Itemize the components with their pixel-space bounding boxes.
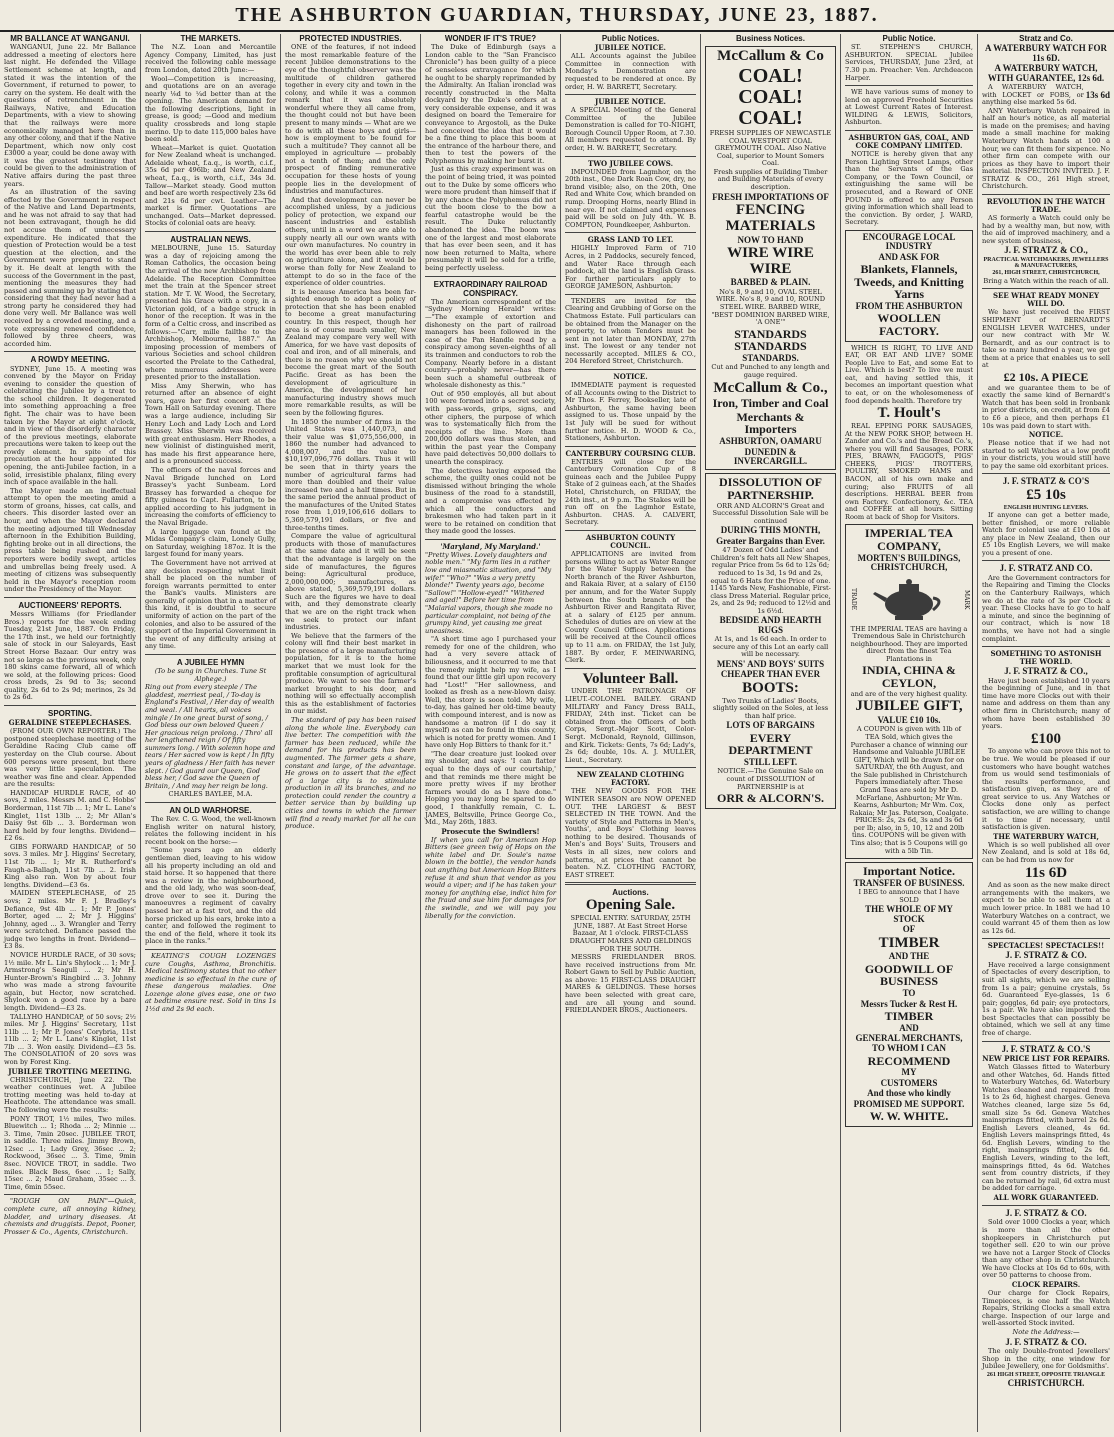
headline: SPORTING. <box>47 708 92 718</box>
notice-text: UNDER THE PATRONAGE OF LIEUT.-COLONEL BAILEY. GRAND MILITARY and Fancy Dress BALL, FRIDAY, 24th inst. Ticket can be obtained from the Officers of both Corps, Sergt.-Major Scott, Color-Sergt. McDonald, Reynold, Gillinson, and Kirk. Tickets: Gents, 7s 6d; Lady's, 2s 6d; double, 10s. A. J. MULLER, Lieut., Secretary. <box>565 687 696 764</box>
notice-text: THE NEW GOODS FOR THE WINTER SEASON are NOW OPENED OUT. THE LARGEST & BEST SELECTED IN THE TOWN. And the variety of Style and Patterns in Men's, Youths', and Boys' Clothing leaves nothing to be desired. Thousands of Men's and Boys' Suits, Trousers and Vests in all sizes, new colors and patterns, at prices that cannot be beaten. N.Z. CLOTHING FACTORY, EAST STREET. <box>565 787 696 879</box>
notice-title: GRASS LAND TO LET. <box>587 235 674 245</box>
ad-heading: JUBILEE GIFT, <box>855 698 963 715</box>
article-text: Wool—Competition is increasing, and quotations are on an average nearly ⅛d to ¼d better than at the opening. The American demand for the following descriptions, light in grease, is good; —Good and medium quality crossbreds and long staple merino. Up to date 115,000 bales have been sold. <box>145 74 276 144</box>
headline: MR BALLANCE AT WANGANUI. <box>10 34 130 43</box>
notice-title: JUBILEE NOTICE. <box>595 43 666 53</box>
column-4 <box>420 34 560 1432</box>
ad-heading: MORTEN'S BUILDINGS, CHRISTCHURCH, <box>857 552 961 573</box>
ad-heading: J. F. STRATZ & CO. <box>1005 950 1087 961</box>
ad-heading: CUSTOMERS <box>880 1077 938 1088</box>
ad-heading: LOTS OF BARGAINS <box>726 720 815 731</box>
price-label: 13s 6d <box>1085 90 1110 101</box>
ad-heading: GENERAL MERCHANTS, <box>855 1032 963 1043</box>
ad-heading: PROMISED ME SUPPORT. <box>853 1098 965 1109</box>
notice-title: CLOCK REPAIRS. <box>1011 1280 1081 1290</box>
divider <box>565 294 696 295</box>
ad-heading: TIMBER <box>884 1008 934 1023</box>
ad-heading: J. F. STRATZ & CO. <box>1005 1207 1087 1218</box>
ad-heading: FRESH IMPORTATIONS OF <box>712 191 829 202</box>
ad-heading: £2 10s. A PIECE <box>1003 370 1089 385</box>
ad-heading: STANDARDS STANDARDS <box>734 326 807 354</box>
divider <box>565 369 696 370</box>
ad-heading: J. F. STRATZ & CO'S <box>1002 476 1090 487</box>
ad-heading: J. F. STRATZ & CO., <box>1004 245 1088 256</box>
notice-title: ASHBURTON COUNTY COUNCIL. <box>585 532 676 550</box>
section-header: Public Notice. <box>882 34 936 43</box>
ad-heading: FENCING MATERIALS <box>725 202 816 234</box>
ad-heading: TO <box>902 988 916 999</box>
article-text: A large luggage van found at the Midas Company's claim, Lonely Gully, on Saturday, weighing 187oz. It is the largest found for many years. <box>145 527 276 559</box>
article-text: The standard of pay has been raised along the whole line. Everybody can live better. The competition with the farmer has been reduced, while the demand for his products has been augmented. The farmer gets a share, constant and large, of the advantage. He grows on to assert that the effect of a large city is to stimulate production in all its branches, and no protection could render the country a better service than by building up cities and towns in which the farmer will find a ready market for all he can produce. <box>285 716 416 831</box>
section-header: Stratz and Co. <box>1019 34 1073 43</box>
ad-text: Our charge for Clock Repairs, Timepieces, is one half the Watch Repairs, Striking Clocks a small extra charge. Inspection of our large and well-assorted Stock invited. <box>982 1289 1110 1328</box>
ad-text: THE IMPERIAL TEAS are having a Tremendous Sale in Christchurch neighbourhood. They are imported direct from the finest Tea Plantations in <box>850 624 968 663</box>
ad-heading: ORR & ALCORN'S. <box>716 791 824 806</box>
author-name: CHARLES BAYLEE, M.A. <box>168 790 253 799</box>
ad-text: FRESH SUPPLIES OF NEWCASTLE COAL WESTPORT COAL GREYMOUTH COAL. Also Native Coal, superior to Mount Somers Coal. <box>709 128 832 168</box>
ad-text: AS formerly a Watch could only be had by a wealthy man, but now, with the aid of improved machinery, and a new system of business, <box>982 214 1110 245</box>
ad-text: A COUPON is given with 1lb of TEA Sold, which gives the Purchaser a chance of winning our Handsome and Valuable JUBILEE GIFT, Which will be drawn for on SATURDAY, the 6th August, and the Sale published in Christchurch Papers immediately after. These Grand Teas are sold by Mr D. McFarlane, Ashburton; Mr Wm. Kearns, Ashburton; Mr Wm. Cox, Rakaia; Mr Jas. Paterson, Coalgate. PRICES: 2s, 2s 6d, 3s and 3s 6d per lb; also, in 5, 10, 12 and 20lb tins. COUPONS will be given with Tins also; that is 5 Coupons will go with a 5lb Tin. <box>849 725 969 855</box>
article-text: As an illustration of the saving effected by the Government in respect of the Native and Land Departments, and he was not afraid to say that had not been extravagant, though he did not accuse them of unnecessary expenditure. He indicated that the question of Protection would be a test question at the election, and the Government were prepared to stand by it. He dealt at length with the success of the Government in the past, mentioning the measures they had passed and summing up by stating that considering that they had never had a strong party he considered they had done very well. Mr Ballance was well received by a crowded meeting, and a vote expressing renewed confidence, followed by three cheers, was accorded him. <box>4 188 136 348</box>
article-text: It is because America has been far-sighted enough to adopt a policy of protection that she has been enabled to become a great manufacturing country. In this respect, though her area is of course much smaller, New Zealand may compare very well with America, for we have vast deposits of coal and iron, and of all minerals, and there is no reason why we should not become the great mart of the South Pacific. Great as has been the development of agriculture in America, the development of her manufacturing industry shows much more remarkable results, as will be seen by the following figures. <box>285 287 416 417</box>
ad-heading: Important Notice. <box>863 864 955 879</box>
article-text: If when you call for American Hop Bitters (see green twig of Hops on the white label and Dr. Soule's name blown in the bottle), the vendor hands out anything but American Hop Bitters refuse it and shun that vendor as you would a viper; and if he has taken your money for anything else, indict him for the fraud and sue him for damages for the swindle, and we will pay you liberally for the conviction. <box>425 835 556 920</box>
ad-text: At 1s, and 1s 6d each. In order to secure any of this Lot an early call will be necessary. <box>712 635 829 659</box>
divider <box>845 130 973 131</box>
divider <box>982 473 1110 474</box>
notice-text: NOTICE is hereby given that any Person Lighting Street Lamps, other than the Servants of the Gas Company, or the Town Council, or extinguishing the same will be prosecuted, and a Reward of ONE POUND is offered to any Person giving information which shall lead to the conviction. By order, J. WARD, Secretary. <box>845 150 973 227</box>
ad-text: Watch Glasses fitted to Waterbury and other Watches, 6d. Hands fitted to Waterbury Watches, 6d. Waterbury Watches cleaned and repaired from 1s to 2s 6d, highest charges. Geneva Watches cleaned, large size 5s 6d, small size 5s 6d. Geneva Watches mainsprings fitted, with barrel 2s 6d. English Levers cleaned, 4s 6d. English Levers mainsprings fitted, 4s 6d. English Levers, winding to the right, mainsprings fitted, 2s 6d. English Levers, winding to the left, mainsprings fitted, 4s 6d. Watches sent from country districts, if they can be returned by rail, 6d extra must be added for carriage. <box>982 1063 1110 1193</box>
ad-heading: Messrs Tucker & Rest H. <box>860 998 958 1009</box>
subheadline: 'Maryland, My Maryland.' <box>440 541 541 551</box>
article-text: And that development can never be accomplished unless, by a judicious policy of protection, we expand our nascent industries and establish others, until in a word we are able to supply nearly all our own wants with our own manufactures. No country in the world has ever been able to rely on agriculture alone, and it would be worse than folly for New Zealand to attempt to do so in the face of the experience of older countries. <box>285 195 416 288</box>
ad-heading: AND <box>899 1022 919 1033</box>
poem-text: "Pretty Wives. Lovely daughters and noble men." "My farm lies in a rather low and miasmatic situation, and "My wife!" "Who?" "Was a very pretty blonde!" Twenty years ago, become "Sallow!" "Hollow-eyed!" "Withered and aged!" Before her time from "Malarial vapors, though she made no particular complaint, not being of the grumpy kind, yet causing me great uneasiness. <box>425 550 553 635</box>
article-text: TALLYHO HANDICAP, of 50 sovs; 2½ miles. Mr J. Higgins' Secretary, 11st 11lb ... 1; Mr P. Jones' Corybria, 11st 11lb ... 2; Mr L. Lane's Kinglet, 11st 7lb ... 3. Won easily. Dividend—£3 5s. The CONSOLATION of 20 sovs was won by Forest King. <box>4 1012 136 1067</box>
divider <box>565 882 696 885</box>
ad-text: ANY Waterbury Watch repaired in half an hour's notice, as all material is made on the premises; and having made a small machine for making Waterbury Watch hands at 100 a hour, we can fit them for sixpence. No other firm can compete with our prices as they have to import their material. INSPECTION INVITED. J. F. STRATZ & CO., 261 High street, Christchurch. <box>982 106 1110 191</box>
ad-heading: GOODWILL OF BUSINESS <box>864 961 954 989</box>
ad-heading: Greater Bargains than Ever. <box>716 535 825 546</box>
ad-text: Two Trunks of Ladies' Boots, slightly soiled on the Soles, at less than half price. <box>712 696 829 720</box>
ad-heading: STANDARDS. <box>742 352 799 363</box>
headline: WONDER IF IT'S TRUE? <box>444 34 537 43</box>
ad-heading: BARBED & PLAIN. <box>730 277 811 288</box>
article-text: The Mayor made an ineffectual attempt to open the meeting amid a storm of groans, hisses, cat calls, and cheers. This disorder lasted over an hour, and when the Mayor declared the meeting adjourned till Wednesday afternoon in the Exhibition Building, fighting broke out in all directions, the press table being rushed and the reporters were bodily swept, articles and umbrellas being freely used. A meeting of citizens was subsequently held in the Mayor's reception room under the Presidency of the Mayor. <box>4 486 136 594</box>
subheadline: JUBILEE TROTTING MEETING. <box>8 1066 132 1076</box>
article-text: We believe that the farmers of the colony will find their best market in the presence of a large manufacturing population, for it is to the home market that we must look for the profitable consumption of agricultural produce. We want to see the farmer's market brought to his door, and nothing will so effectually accomplish this as the establishment of factories in our midst. <box>285 631 416 716</box>
advert-text: "ROUGH ON PAIN"—Quick, complete cure, all annoying kidney, bladder, and urinary diseases. At chemists and druggists. Depot, Pooner, Prosser & Co., Agents, Christchurch. <box>4 1197 136 1236</box>
ad-heading: IMPERIAL TEA COMPANY, <box>864 526 954 554</box>
ad-heading: RECOMMEND <box>867 1053 951 1068</box>
notice-title: SOMETHING TO ASTONISH THE WORLD. <box>990 649 1102 667</box>
column-1 <box>0 34 140 1432</box>
notice-text: SPECIAL ENTRY. SATURDAY, 25TH JUNE, 1887. At East Street Horse Bazaar, At 1 o'clock. FIRST-CLASS DRAUGHT MARES AND GELDINGS FOR THE SOUTH. <box>569 914 692 953</box>
ad-heading: Opening Sale. <box>585 897 676 914</box>
ad-heading: Merchants & Importers <box>736 409 805 437</box>
headline: A JUBILEE HYMN <box>176 657 245 667</box>
divider <box>425 539 556 540</box>
divider <box>4 705 136 706</box>
notice-title: CANTERBURY COURSING CLUB. <box>565 448 696 458</box>
notice-text: IMMEDIATE payment is requested of all Accounts owing to the District to Mr Thos. F. Ferrey, Bookseller, late of Ashburton, the same having been assigned to us. Those unpaid by the 1st July will be sued for without further notice. H. D. WOOD & Co., Stationers, Ashburton. <box>565 381 696 443</box>
notice-text: HIGHLY Improved Farm of 710 Acres, in 2 Paddocks, securely fenced, and Water Race through each paddock, all the land is English Grass. For further particulars apply to GEORGE JAMESON, Ashburton. <box>565 244 696 291</box>
ad-heading: J. F. STRATZ & CO. <box>1005 1336 1087 1347</box>
headline: EXTRAORDINARY RAILROAD CONSPIRACY. <box>433 279 548 298</box>
advert-imperial-tea <box>845 524 973 859</box>
ad-heading: THE WHOLE OF MY STOCK <box>865 904 953 924</box>
poem-text: Ring out from every steeple / The gladdest, merriest peal, / To-day is England's Festival, / Her day of wealth and weal. / All hearts, all voices mingle / In one great burst of song, / God bless our own beloved Queen / Her gracious reign prolong. / Thro' all her lengthened reign / Of fifty summers long. / With solemn hope and tears / Her sacred vow is kept / In fifty years of gladness / Her faith has never slept. / God guard our Queen, God bless her, / God save the Queen of Britain, / And may her reign be long. <box>145 683 276 790</box>
ad-heading: And those who kindly <box>867 1088 951 1099</box>
ad-heading: COAL! COAL! COAL! <box>738 64 803 129</box>
subheadline: Prosecute the Swindlers! <box>441 826 540 836</box>
article-text: The Duke of Edinburgh (says a London cable to the "San Francisco Chronicle") has been guilty of a piece of senseless extravagance for which he ought to be sharply reprimanded by the Admiralty. An Italian ironclad was recently constructed in the Malta dockyard by the Duke's orders at a very considerable expense, and it was designed on board the Temeraire for conveyance to Argostoli, as the Duke had conceived the idea that it would be a fine thing to place this boom at the entrance of the harbour there, and then to test the powers of the Polyphemus by making her burst it. <box>425 43 556 165</box>
ad-heading: CHEAPER THAN EVER <box>720 669 821 680</box>
headline: AUCTIONEERS' REPORTS. <box>18 600 122 610</box>
divider <box>845 85 973 86</box>
notice-text: TENDERS are invited for the Clearing and Grubbing of Gorse on the Chatmoss Estate. Full particulars can be obtained from the Manager on the property, to whom Tenders must be sent in not later than MONDAY, 27th inst. The lowest or any tender not necessarily accepted. MILES & CO., 204 Hereford Street, Christchurch. <box>565 296 696 366</box>
ad-heading: MY <box>901 1067 917 1078</box>
ad-heading: 11s 6D <box>1024 864 1068 881</box>
column-3 <box>280 34 420 1432</box>
watch-offer-row <box>982 84 1110 108</box>
advert-transfer-of-business <box>845 862 973 1127</box>
headline: THE MARKETS. <box>180 34 241 43</box>
ad-heading: ENCOURAGE LOCAL INDUSTRY <box>862 231 956 252</box>
notice-text: WHICH IS RIGHT, TO LIVE AND EAT, OR EAT AND LIVE? SOME People Live to Eat, and some Eat to Live. Which is best? To live we must eat, and having settled this, it becomes an important question what to eat, or on the wholesomeness of food depends health. Therefore try <box>845 343 973 405</box>
divider <box>565 94 696 95</box>
ad-text: And as soon as the new make direct arrangements with the makers, we expect to be able to sell them at a much lower price. In 1881 we had 10 Waterbury Watches on a contract, we could warrant 45 of them then as low as 12s 6d. <box>982 881 1110 935</box>
ad-text: Sold over 1000 Clocks a year, which is more than all the other shopkeepers in Christchurch put together sell. £20 to win our prove we have not a Larger Stock of Clocks than any other shop in Christchurch. We have Clocks at 10s 6d to 60s, with over 50 patterns to choose from. <box>982 1218 1110 1280</box>
article-text: GIBS FORWARD HANDICAP, of 50 sovs. 3 miles. Mr J. Higgins' Secretary, 11st 7lb ... 1; Mr R. Rutherford's Faugh-a-Ballagh, 11st 7lb ... 2. Irish King also ran. Won by about four lengths. Dividend—£3 6s. <box>4 842 136 889</box>
divider <box>145 654 276 655</box>
notice-title: REVOLUTION IN THE WATCH TRADE. <box>986 197 1106 215</box>
divider <box>565 668 696 669</box>
divider <box>565 232 696 233</box>
notice-text: ST. STEPHEN'S CHURCH, ASHBURTON. SPECIAL Jubilee Services, THURSDAY, June 23rd, at 7.30 p.m. Preacher: Ven. Archdeacon Harper. <box>845 43 973 82</box>
advert-mccallum-coal <box>705 46 836 470</box>
article-text: The N.Z. Loan and Mercantile Agency Company, Limited, has just received the following cable message from London, dated 20th June:— <box>145 43 276 74</box>
column-6 <box>700 34 840 1432</box>
ad-heading: PRACTICAL WATCHMAKERS, JEWELLERS & MANUFACTURERS, <box>983 256 1109 270</box>
notice-title: SEE WHAT READY MONEY WILL DO. <box>993 291 1099 309</box>
ad-heading: TIMBER <box>878 934 940 951</box>
column-8 <box>977 34 1114 1432</box>
article-text: "Some years ago an elderly gentleman died, leaving to his widow all his property including an old and staid horse. It so happened that there was a review in the neighbourhood, and the old lady, who was soon-deaf, drove over to see it. During the manoeuvres a regiment of cavalry passed her at a fast trot, and the old horse pricked up his ears, broke into a canter, and followed the regiment to the end of the field, where it took its place in the ranks." <box>145 846 276 946</box>
ad-text: We have just received the FIRST SHIPMENT of BERNARDT'S ENGLISH LEVER WATCHES, under our new contract with Mr W. Bernardt, and as our contract is to take so many hundred a year, we get them at a price that enables us to sell at <box>982 308 1110 370</box>
notice-text: IMPOUNDED from Lagmhor, on the 20th inst., One Dark Roan Cow, dry, no brand visible; also, on the 20th, One Red and White Cow, which branded on rump. Drooping Horns, nearly Blind in near eye. If not claimed and expenses paid will be sold on July 4th. W. B. COMPTON, Poundkeeper, Ashburton. <box>565 167 696 229</box>
ad-heading: DISSOLUTION OF PARTNERSHIP. <box>718 475 823 502</box>
ad-heading: VALUE £10 10s. <box>877 714 941 725</box>
divider <box>982 938 1110 939</box>
ad-heading: CHRISTCHURCH. <box>1007 1378 1085 1389</box>
notice-title: ASHBURTON GAS, COAL, AND COKE COMPANY LIMITED. <box>848 132 970 151</box>
ad-heading: AND THE <box>888 951 930 962</box>
article-text: CHRISTCHURCH, June 22. The weather continues wet. A Jubilee trotting meeting was held to-day at Heathcote. The attendance was small. The following were the results: <box>4 1075 136 1114</box>
ad-heading: BOOTS: <box>742 679 799 696</box>
ad-text: Are the Government contractors for the Repairing and Timing the Clocks on the Canterbury Railways, which we do at the rate of 3s per Clock a year. These Clocks have to go to half a minute, and since the beginning of our contract, which is now 18 months, we have not had a single complaint. <box>982 573 1110 643</box>
ad-text: I BEG to announce that I have SOLD <box>858 888 960 904</box>
masthead <box>0 0 1114 32</box>
headline: AN OLD WARHORSE. <box>169 805 252 815</box>
ad-heading: DUNEDIN & INVERCARGILL. <box>733 446 808 466</box>
ad-heading: TRANSFER OF BUSINESS. <box>853 877 965 888</box>
divider <box>565 767 696 768</box>
article-text: Wheat—Market is quiet. Quotation for New Zealand wheat is unchanged. Adelaide wheat, f.a.q., is worth, c.i.f., 35s 6d per 496lb; and New Zealand wheat, f.a.q., is worth, c.i.f., 34s 3d. Tallow—Market steady. Good mutton and beef are worth respectively 23s 6d and 21s 6d per cwt. Leather—The market is firmer. Quotations are unchanged. Oats—Market depressed. Stocks of colonial oats are heavy. <box>145 143 276 228</box>
notice-title: JUBILEE NOTICE. <box>595 97 666 107</box>
ad-text: NOTICE.—The Genuine Sale on count of DISSOLUTION of PARTNERSHIP is at <box>717 767 824 791</box>
ad-text: Have received a large consignment of Spectacles of every description, to suit all sights, which we are selling from 1s a pair; genuine crystals, 5s 6d. Guaranteed Eye-glasses, 1s 6 pair; goggles, 6d pair; eye protectors, 1s a pair. We have also imported the best Spectacles that can possibly be obtained, which we sell at any time free of charge. <box>982 960 1110 1038</box>
divider <box>145 949 276 950</box>
ad-heading: INDIA, CHINA & CEYLON, <box>862 663 956 690</box>
ad-heading: A WATERBURY WATCH FOR 11s 6D. <box>985 43 1107 63</box>
divider <box>565 446 696 447</box>
article-text: SYDNEY, June 15. A meeting was convened by the Mayor on Friday evening to consider the question of celebrating the Jubilee by a treat to the school children. It degenerated into something approaching a free fight. The chair was to have been taken by the Mayor at eight o'clock, and in view of the disorderly character of the previous meetings, elaborate precautions were taken to keep out the rowdy element. In spite of this precaution at the hour appointed for opening, the anti-Jubilee faction, in a solid, irresistible phalanx, filing every inch of space available in the hall. <box>4 364 136 487</box>
notice-text: WE have various sums of money to lend on approved Freehold Securities at Lowest Current Rates of Interest. WILDING & LEWIS, Solicitors, Ashburton. <box>845 88 973 127</box>
divider <box>982 1205 1110 1206</box>
article-text: The Government have not arrived at any decision respecting what limit shall be placed on the number of foreign warrants permitted to enter the Bank's vaults. Ministers are generally of opinion that in a matter of this kind, it is doubtful to secure uniformity of action on the part of the colonies, and also to be assured of the support of the Imperial Government in the event of any difficulty arising at any time. <box>145 558 276 651</box>
ad-heading: T. Hoult's <box>877 405 941 422</box>
ad-text: Please notice that if we had not started to sell Watches at a low profit in your districts, you would still have to pay the same old exorbitant prices. <box>982 439 1110 470</box>
ad-heading: £100 <box>1031 730 1061 747</box>
notice-text: ALL Accounts against the Jubilee Committee in connection with Monday's Demonstration are requested to be rendered at once. By order, H. W. BARRETT, Secretary. <box>565 52 696 91</box>
ad-text: Note the Address:— <box>1012 1327 1080 1336</box>
divider <box>425 276 556 277</box>
article-text: The officers of the naval forces and Naval Brigade lunched on Lord Brassey's yacht Sunbeam. Lord Brassey has forwarded a cheque for fifty guineas to Capt. Fullarton, to be applied according to his judgment in increasing the comforts of efficiency to the Naval Brigade. <box>145 466 276 528</box>
ad-text: Have just been established 10 years the beginning of June, and in that time have more Clocks out with their name and address on them than any other firm in Christchurch; many of whom have been established 30 years. <box>982 676 1110 731</box>
ad-heading: 261 HIGH STREET, OPPOSITE TRIANGLE <box>986 1371 1106 1378</box>
ad-heading: STILL LEFT. <box>743 756 798 767</box>
masthead-title: THE ASHBURTON GUARDIAN, THURSDAY, JUNE 23, 1887. <box>235 3 879 26</box>
ad-heading: £5 10s <box>1026 486 1066 503</box>
ad-heading: WIRE WIRE WIRE <box>727 244 814 277</box>
ad-text: A WATERBURY WATCH, with LOCKET or FOBS, or anything else marked 5s 6d. <box>982 82 1084 107</box>
ad-heading: MENS' AND BOYS' SUITS <box>716 659 825 669</box>
notice-text: REAL EPPING PORK SAUSAGES, At the NEW PORK SHOP, between H. Zander and Co.'s and the Bread Co.'s, where you will find Sausages, PORK PIES, BRAWN, FAGGOTS, PIGS' CHEEKS, PIGS' TROTTERS, POULTRY, SMOKED HAMS and BACON, all of his own make and curing; also FRUITS of all descriptions. HERBAL BEER from own Factory. Confectionery, &c. TEA and COFFEE at all hours. Sitting Room at back of Shop for Visitors. <box>845 421 973 521</box>
article-text: PONY TROT, 1½ miles, Two miles. Bluewitch ... 1; Rhoda ... 2; Minnie ... 3. Time, 7min 20sec. JUBILEE TROT, in saddle. Three miles. Jimmy Brown, 12sec ... 1; Lady Grey, 36sec ... 2; Rockwood, 36sec ... 3. Time, 9min 8sec. NOVICE TROT, in saddle. Two miles. Black Bess, 6sec ... 1; Sally, 15sec ... 2; Maud Graham, 35sec ... 3. Time, 6min 55sec. <box>4 1114 136 1191</box>
article-text: "The dear creature just looked over my shoulder, and says: 'I can flatter equal to the days of our courtship,' and that reminds me there might be more pretty wives if my brother farmers would do as I have done." Hoping you may long be spared to do good, I thankfully remain, C. L. JAMES, Beltsville, Prince George Co., Md., May 26th, 1883. <box>425 749 556 827</box>
divider <box>145 802 276 803</box>
divider <box>4 597 136 598</box>
notice-title: ALL WORK GUARANTEED. <box>993 1192 1099 1202</box>
divider <box>565 156 696 157</box>
article-text: HANDICAP HURDLE RACE, of 40 sovs, 2 miles. Messrs M. and C. Hobbs' Borderman, 11st 7lb ... 1; Mr L. Lane's Kinglet, 11st 13lb ... 2; Mr Allan's Daisy 9st 6lb ... 3. Borderman won hard held by four lengths. Dividend—£2 6s. <box>4 788 136 843</box>
ad-heading: Volunteer Ball. <box>582 670 679 687</box>
ad-heading: EVERY DEPARTMENT <box>728 730 813 758</box>
article-text: Out of 950 employés, all but about 100 were formed into a secret society, with pass-words, grips, signs, and other ciphers, the purpose of which was to systematically filch from the receipts of the line. More than 200,000 dollars was thus stolen, and within the past year the Company have paid detectives 50,000 dollars to unearth the conspiracy. <box>425 389 556 467</box>
ad-heading: FROM THE ASHBURTON <box>855 300 963 311</box>
ad-heading: W. W. WHITE. <box>869 1109 949 1124</box>
article-text: Compare the value of agricultural products with those of manufactures at the same date and it will be seen that the advantage is largely on the side of manufactures, the figures being: Agricultural produce, 2,000,000,000; manufactures, as above stated, 5,369,579,191 dollars. Such are the figures we have to deal with, and they demonstrate clearly that we are on the right track when we seek to protect our infant industries. <box>285 532 416 632</box>
ad-heading: Blankets, Flannels, Tweeds, and Knitting Yarns <box>854 262 964 302</box>
article-text: (FROM OUR OWN REPORTER.) The postponed steeplechase meeting of the Geraldine Racing Club came off yesterday on the Club course. About 600 persons were present, but there was very little speculation. The weather was fine and clear. Appended are the results: <box>4 727 136 789</box>
notice-text: APPLICATIONS are invited from persons willing to act as Water Ranger for the Water Supply between the North branch of the River Ashburton, and Rakaia River, at a salary of £150 per annum, and for the Water Supply between the South branch of the Ashburton River and Rangitata River, at a salary of £125 per annum. Schedules of duties are on view at the County Council Offices. Applications will be received at the Council offices up to 11 a.m. on FRIDAY, the 1st July, 1887. By order, F. MEINWARING, Clerk. <box>565 550 696 665</box>
divider <box>982 646 1110 647</box>
article-text: MELBOURNE, June 15. Saturday was a day of rejoicing among the Roman Catholics, the occasion being the arrival of the new Archbishop from Adelaide. The Reception Committee met the train at the Spencer street station. Mr T. W. Wood, the Secretary, presented his Grace with a copy, in a Victorian gold, of a badge struck in honor of the reception. It was in the form of a Celtic cross, and inscribed as follows:—"Carr, mille failthe to the Archbishop, Melbourne, 1887." An imposing procession of members of various Societies and school children escorted the Prelate to the Cathedral, where numerous addresses were presented prior to the installation. <box>145 244 276 382</box>
mark-label: MARK <box>963 589 970 610</box>
article-text: "A short time ago I purchased your remedy for one of the children, who had a very severe attack of biliousness, and it occurred to me that the remedy might help my wife, as I found that our little girl upon recovery had "Lost!" "Her sallowness, and looked as fresh as a new-blown daisy. Well, the story is soon told. My wife, to-day, has gained her old-time beauty with compound interest, and is now as handsome a matron (if I do say it myself) as can be found in this county, which is noted for pretty women. And I have only Hop Bitters to thank for it." <box>425 635 556 750</box>
section-header: Business Notices. <box>736 34 805 43</box>
ad-text: Which is so well published all over New Zealand, and is sold at 18s 6d, can be had from us now for <box>982 840 1110 864</box>
ad-text: ORR AND ALCORN'S Great and Successful Dissolution Sale will be continued <box>712 501 829 525</box>
ad-text: Fresh supplies of Building Timber and Building Materials of every description. <box>713 167 828 191</box>
ad-heading: A WATERBURY WATCH, WITH GUARANTEE, 12s 6d. <box>987 63 1105 83</box>
ad-heading: J. F. STRATZ & CO.'S <box>1001 1043 1091 1054</box>
notice-title: THE WATERBURY WATCH, <box>993 831 1099 841</box>
article-text: ONE of the features, if not indeed the most remarkable feature of the recent Jubilee demonstrations to the eye of the thoughtful observer was the multitude of children gathered together in every city and town in the colony, and while it was a common remark that it was absolutely wonderful where they all came from, the thought could not but have been present to many minds — What are we to do with all these boys and girls—how is employment to be found for such a multitude? They cannot all be employed in agriculture — probably not a tenth of them; and the only prospect of finding remunerative occupation for these hosts of young people lies in the development of industries and manufactures. <box>285 43 416 196</box>
article-text: WANGANUI, June 22. Mr Ballance addressed a meeting of electors here last night. He defended the Village Settlement scheme at length, and stated it was the intention of the Government, if returned to power, to carry on the system. He dealt with the questions of retrenchment in the Railways, Native, and Education Departments, with a view to showing that the railways were more economically managed here than in any other colony, and that if the Native Department, which now only cost £3000 a year, could be done away with it was the greatest testimony that could be given to the administration of Native affairs during the past three years. <box>4 43 136 188</box>
ad-text: No's 8, 9 and 10, OVAL STEEL WIRE. No's 8, 9 and 10, ROUND STEEL WIRE. BARBED WIRE, "BEST DOMINION BARBED WIRE, 'A ONE'" <box>711 287 830 327</box>
section-header: Public Notices. <box>601 34 660 43</box>
notice-text: A SPECIAL Meeting of the General Committee of the Jubilee Demonstration is called for TO-NIGHT, Borough Council Upper Room, at 7.30. All members requested to attend. By order, H. W. BARRETT, Secretary. <box>565 106 696 153</box>
notice-title: NEW ZEALAND CLOTHING FACTORY. <box>576 770 685 788</box>
ad-heading: 261, HIGH STREET, CHRISTCHURCH, <box>992 270 1100 277</box>
column-7 <box>840 34 977 1432</box>
headline: PROTECTED INDUSTRIES. <box>299 34 402 43</box>
article-text: The American correspondent of the "Sydney Morning Herald" writes:—"The example of extortion and dishonesty on the part of railroad managers has been followed in the case of the Pan Handle road by a conspiracy among seven-eighths of all its trainmen and conductors to rob the Company. Nearly before in a distant country—probably never—has there been such a shameful outbreak of wholesale dishonesty as this." <box>425 297 556 390</box>
ad-heading: TO WHOM I CAN <box>872 1043 946 1054</box>
article-text: (To be sung in Churches. Tune St Alphege.) <box>154 667 267 683</box>
column-5 <box>560 34 700 1432</box>
ad-heading: McCallum & Co <box>717 48 824 65</box>
ad-text: The only Double-fronted Jewellers' Shop in the city, one window for Jubilee Jewellery, one for Goldsmiths'. <box>982 1346 1110 1371</box>
divider <box>982 560 1110 561</box>
subheadline: GERALDINE STEEPLECHASES. <box>8 718 132 728</box>
ad-heading: WOOLLEN FACTORY. <box>877 311 941 338</box>
article-text: The detectives having exposed the scheme, the guilty ones could not be dismissed without bringing the whole business of the road to a standstill, and a compromise was effected by which all the conductors and brakesmen who had taken part in it were to be retained on condition that they made good the losses. <box>425 466 556 536</box>
notice-text: ENTRIES will close for the Canterbury Coronation Cup of 8 guineas each and the Jubilee Puppy Stake of 2 guineas each, at the Shades Hotel, Christchurch, on FRIDAY, the 24th inst., at 9 p.m. The Stakes will be run off on the Lagmhor Estate, Ashburton. CHAS. A. CALVERT, Secretary. <box>565 457 696 527</box>
divider <box>982 288 1110 289</box>
column-2 <box>140 34 280 1432</box>
ad-heading: DURING THIS MONTH, <box>720 525 821 536</box>
divider <box>982 1041 1110 1042</box>
ad-heading: BEDSIDE AND HEARTH RUGS <box>719 615 822 635</box>
divider <box>145 231 276 232</box>
article-text: MAIDEN STEEPLECHASE, of 25 sovs; 2 miles. Mr F. J. Bradley's Defiance, 9st 4lb ... 1; Mr P. Jones' Borter, aged ... 2; Mr J. Higgins' Johnny, aged ... 3. Wrangler and Terry were scratched. Defiance passed the judge two lengths in front. Dividend—£3 8s. <box>4 889 136 951</box>
headline: AUSTRALIAN NEWS. <box>170 235 251 245</box>
advert-orr-alcorn <box>705 473 836 808</box>
notice-text: MESSRS FRIEDLANDER BROS. have received instructions from Mr. Robert Gawn to Sell by Public Auction, as above: 15 FIRST-CLASS DRAUGHT MARES & GELDINGS. These horses have been selected with great care, and are all young and sound. FRIEDLANDER BROS., Auctioneers. <box>565 953 696 1015</box>
ad-heading: Iron, Timber and Coal <box>712 396 829 411</box>
ad-heading: J. F. STRATZ AND CO. <box>999 563 1093 574</box>
ad-text: 47 Dozen of Odd Ladies' and Children's felt hats all New Shapes, regular Price from 5s 6d to 12s 6d; reduced to 1s 3d, 1s 9d and 2s, equal to 6 Hats for the Price of one. 1145 Yards New, Fashionable, First-class Dress Material. Regular price, 2s, and 2s 9d; reduced to 12½d and 1s 6½d. <box>710 546 831 615</box>
trade-label: TRADE <box>849 588 857 611</box>
article-text: Messrs Williams (for Friedlander Bros.) reports for the week ending Tuesday, 21st June, 1887. On Friday, the 17th inst., we held our fortnightly sale of stock in our Saleyards, East Street Horse Bazaar. Our entry was not so large as the previous week, only 180 skins came forward, all of which we sold, at the following prices: Good cross breds, 2s 9d to 3s; second quality, 2s 6d to 2s 9d; merinos, 2s 3d to 2s 6d. <box>4 610 136 702</box>
ad-text: To anyone who can prove this not to be true. We would be pleased if our customers who have bought watches from us would send testimonials of the results performance, and satisfaction given, as they are of great service to us. Any Watches or Clocks done only as perfect satisfaction, we are willing to change it to time if necessary, until satisfaction is given. <box>982 747 1110 832</box>
headline: A ROWDY MEETING. <box>30 355 110 365</box>
ad-heading: ASHBURTON, OAMARU <box>719 436 822 447</box>
ad-heading: AND ASK FOR <box>878 251 940 262</box>
ad-text: Bring a Watch within the reach of all. <box>983 276 1109 285</box>
section-header: Auctions. <box>612 888 649 898</box>
trade-mark-row <box>849 574 969 626</box>
teapot-icon <box>869 578 949 622</box>
divider <box>4 1194 136 1195</box>
advert-text: KEATING'S COUGH LOZENGES cure Coughs, Asthma, Bronchitis. Medical testimony states that no other medicine is so effectual in the cure of these dangerous maladies. One Lozenge alone gives ease, one or two at bedtime ensure rest. Sold in tins 1s 1½d and 2s 9d each. <box>145 951 276 1013</box>
advert-woollen-factory <box>845 230 973 342</box>
ad-heading: J. F. STRATZ & CO., <box>1004 666 1088 677</box>
article-text: Miss Amy Sherwin, who has returned after an absence of eight years, gave her first concert at the Town Hall on Saturday evening. There was a large audience, including Sir Henry Loch and Lady Loch and Lord Brassey. Miss Sherwin was received with great enthusiasm. Herr Rhodes, a new violinist of distinguished merit, has made his first appearance here, and is a pronounced success. <box>145 381 276 466</box>
notice-title: NOTICE. <box>1028 430 1064 440</box>
ad-text: and are of the very highest quality. <box>850 689 968 698</box>
article-text: The Rev. C. G. Wood, the well-known English writer on natural history, relates the following incident in his recent book on the horse:— <box>145 815 276 846</box>
ad-text: Cut and Punched to any length and gauge required. <box>711 363 830 379</box>
notice-title: NOTICE. <box>613 372 648 382</box>
article-text: In 1850 the number of firms in the United States was 1,440,073, and their value was $1,075,556,000, in 1860 the number had advanced to 4,008,007, and the value to $10,197,096,776 dollars. Thus it will be seen that in thirty years the number of agricultural farms had more than doubled and their value increased two and a half times. But in the same period the annual product of the manufactures of the United States rose from 1,019,106,616 dollars to 5,369,579,191 dollars, or five and three-tenths times. <box>285 417 416 532</box>
divider <box>4 351 136 352</box>
article-text: NOVICE HURDLE RACE, of 30 sovs; 1½ mile. Mr L. Lin's Shylock ... 1; Mr J. Armstrong's Seagull ... 2; Mr H. Hunter-Brown's Ringbird ... 3. Johnny who was made a strong favourite again, but Hector, now scratched. Shylock won a good race by a bare length. Dividend—£3 2s. <box>4 950 136 1013</box>
article-text: Just as this crazy experiment was on the point of being tried, it was pointed out to the Duke by some officers who were more prudent than himself that if by any chance the Polyphemus did not cut the boom close to the bow a fearful catastrophe would be the result. The Duke reluctantly abandoned the idea. The boom was one of the largest and most elaborate that has ever been seen, and it has now been returned to Malta, where presumably it will be sold for a trifle, being perfectly useless. <box>425 165 556 272</box>
notice-title: NEW PRICE LIST FOR REPAIRS. <box>982 1054 1110 1064</box>
ad-heading: ENGLISH HUNTING LEVERS. <box>1003 504 1089 511</box>
divider <box>982 194 1110 195</box>
ad-heading: OF <box>902 924 916 935</box>
ad-heading: NOW TO HAND <box>737 234 804 245</box>
notice-title: SPECTACLES! SPECTACLES!! <box>987 941 1105 951</box>
ad-heading: McCallum & Co., <box>713 379 828 396</box>
notice-title: TWO JUBILEE COWS. <box>587 158 673 168</box>
ad-text: and we guarantee them to be of exactly the same kind of Bernardt's Watch that has been sold in Ironbank in prior districts, on credit, at from £4 to £6 a piece, and then perhaps £1 10s was paid down to start with. <box>982 383 1110 430</box>
ad-text: If anyone can get a better made, better finished, or more reliable Watch for colonial use at £10 10s at any place in New Zealand, then our £5 10s English Levers, we will make you a present of one. <box>982 510 1110 557</box>
divider <box>565 530 696 531</box>
